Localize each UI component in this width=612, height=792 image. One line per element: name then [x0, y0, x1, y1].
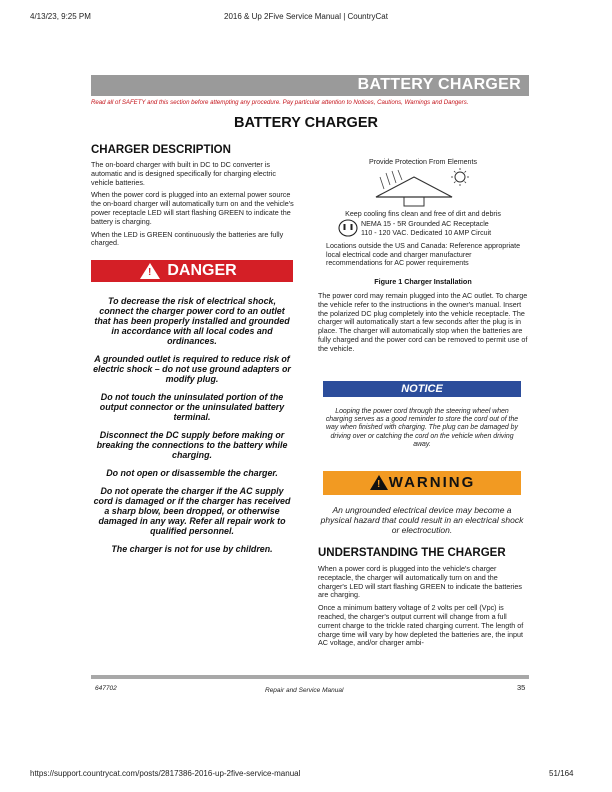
danger-banner — [91, 260, 293, 282]
figure-fins-label: Keep cooling fins clean and free of dirt and debris — [345, 210, 501, 218]
doc-number: 647702 — [95, 685, 117, 692]
print-page-count: 51/164 — [549, 769, 574, 778]
safety-note: Read all of SAFETY and this section before attempting any procedure. Pay particular attention to Notices, Cautions, Warnings and Dangers. — [91, 99, 469, 106]
print-title: 2016 & Up 2Five Service Manual | CountryCat — [224, 12, 388, 21]
warning-label: WARNING — [388, 474, 476, 491]
figure-outside-us-label: Locations outside the US and Canada: Reference appropriate local electrical code and charger manufacturer recommendations for AC power requirements — [326, 242, 521, 267]
danger-item: Do not operate the charger if the AC supply cord is damaged or if the charger has received a sharp blow, been dropped, or otherwise damaged in any way. Refer all repair work to qualified personnel. — [93, 486, 291, 536]
section-band — [91, 75, 529, 96]
paragraph: The on-board charger with built in DC to DC converter is automatic and is designed specifically for charging electric vehicle batteries. — [91, 160, 276, 187]
charger-installation-figure — [318, 158, 528, 288]
danger-list — [91, 296, 293, 562]
page-number: 35 — [517, 683, 526, 692]
danger-triangle-icon: ! — [140, 263, 160, 279]
understanding-heading: UNDERSTANDING THE CHARGER — [318, 547, 506, 559]
charger-description-body — [91, 161, 299, 252]
manual-name: Repair and Service Manual — [265, 687, 344, 694]
figure-circuit-label: 110 - 120 VAC. Dedicated 10 AMP Circuit — [361, 229, 492, 237]
charger-description-heading: CHARGER DESCRIPTION — [91, 144, 231, 156]
shelter-rain-sun-icon — [366, 167, 476, 209]
page-title: BATTERY CHARGER — [234, 115, 378, 131]
notice-label: NOTICE — [401, 383, 443, 395]
notice-banner — [323, 381, 521, 397]
danger-item: A grounded outlet is required to reduce risk of electric shock – do not use ground adapters or modify plug. — [93, 354, 291, 384]
section-band-title: BATTERY CHARGER — [357, 76, 521, 93]
warning-triangle-icon: ! — [370, 475, 388, 490]
paragraph: Once a minimum battery voltage of 2 volts per cell (Vpc) is reached, the charger's output current will change from a full current charge to the trickle rated charging current. The length of charge time will vary by how depleted the batteries are, the input AC voltage, and/or charger ambi- — [318, 603, 524, 648]
warning-text: An ungrounded electrical device may become a physical hazard that could result in an electrical shock or electrocution. — [320, 505, 524, 535]
figure-caption: Figure 1 Charger Installation — [374, 277, 472, 286]
danger-item: Do not open or disassemble the charger. — [106, 468, 278, 478]
paragraph: When the LED is GREEN continuously the batteries are fully charged. — [91, 229, 284, 248]
understanding-body — [318, 565, 528, 652]
cord-paragraph: The power cord may remain plugged into the AC outlet. To charge the vehicle refer to the instructions in the owner's manual. Insert the polarized DC plug completely into the vehicle receptacle. The charger will automatically start a few seconds after the plug is in place. The charger will automatically stop when the batteries are fully charged and the power cord can be removed to permit use of the vehicle. — [318, 291, 528, 353]
receptacle-icon — [338, 219, 358, 237]
danger-item: Disconnect the DC supply before making or breaking the connections to the battery while charging. — [96, 430, 288, 460]
footer-rule — [91, 675, 529, 679]
danger-item: To decrease the risk of electrical shock, connect the charger power cord to an outlet that has been properly installed and grounded in accordance with all local codes and ordinances. — [94, 296, 290, 346]
print-datetime: 4/13/23, 9:25 PM — [30, 12, 91, 21]
warning-banner — [323, 471, 521, 495]
figure-nema-label: NEMA 15 - 5R Grounded AC Receptacle — [361, 220, 489, 228]
danger-item: Do not touch the uninsulated portion of the output connector or the uninsulated battery terminal. — [99, 392, 285, 422]
danger-label: DANGER — [167, 262, 237, 279]
figure-protect-label: Provide Protection From Elements — [368, 158, 478, 166]
danger-item: The charger is not for use by children. — [111, 544, 273, 554]
print-url: https://support.countrycat.com/posts/2817386-2016-up-2five-service-manual — [30, 769, 301, 778]
paragraph: When a power cord is plugged into the vehicle's charger receptacle, the charger will automatically turn on and the charger's LED will start flashing GREEN to indicate the batteries are charging. — [318, 564, 522, 600]
notice-text: Looping the power cord through the steering wheel when charging serves as a good reminder to store the cord out of the way when finished with charging. The plug can be damaged by driving over or catching the cord on the vehicle when driving away. — [325, 408, 519, 448]
paragraph: When the power cord is plugged into an external power source the on-board charger will automatically turn on and the vehicle's power receptacle LED will start flashing GREEN to indicate the battery is charging. — [91, 190, 294, 226]
